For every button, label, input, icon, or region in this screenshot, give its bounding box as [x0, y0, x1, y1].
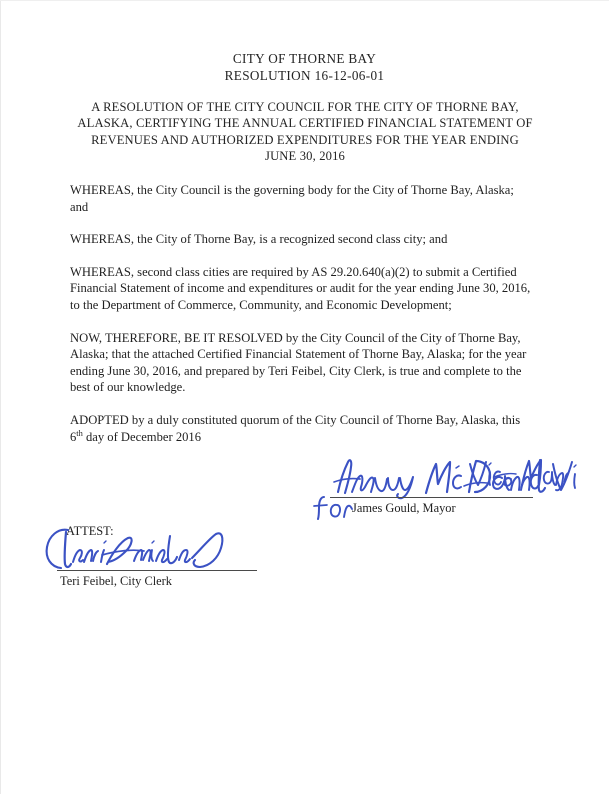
adopted-clause	[70, 412, 535, 445]
scan-edge-top	[0, 0, 609, 1]
scan-edge-left	[0, 0, 1, 794]
organization-name: CITY OF THORNE BAY	[232, 51, 377, 66]
subject-line-3: REVENUES AND AUTHORIZED EXPENDITURES FOR THE YEAR ENDING	[91, 132, 519, 147]
clerk-signature-line	[57, 570, 257, 571]
adopted-text-before: ADOPTED by a duly constituted quorum of the City Council of Thorne Bay, Alaska, this 6	[70, 412, 521, 444]
document-title-block	[0, 50, 609, 84]
mayor-signature-line	[330, 497, 533, 498]
subject-line-1: A RESOLUTION OF THE CITY COUNCIL FOR THE CITY OF THORNE BAY,	[91, 100, 519, 114]
clerk-signature-caption: Teri Feibel, City Clerk	[60, 574, 173, 588]
document-body	[70, 182, 535, 460]
whereas-clause-1: WHEREAS, the City Council is the governing body for the City of Thorne Bay, Alaska; and	[70, 183, 514, 214]
adopted-ordinal-suffix: th	[76, 428, 83, 438]
adopted-text-after: day of December 2016	[82, 429, 202, 444]
resolved-clause: NOW, THEREFORE, BE IT RESOLVED by the City Council of the City of Thorne Bay, Alaska; that the attached Certified Financial Statement of Thorne Bay, Alaska; for the year ending June 30, 2016, and prepared by Teri Feibel, City Clerk, is true and complete to the best of our knowledge.	[70, 330, 527, 395]
subject-line-2: ALASKA, CERTIFYING THE ANNUAL CERTIFIED FINANCIAL STATEMENT OF	[77, 116, 533, 131]
resolution-number: RESOLUTION 16-12-06-01	[224, 68, 385, 83]
whereas-clause-3: WHEREAS, second class cities are required by AS 29.20.640(a)(2) to submit a Certified Financial Statement of income and expenditures or audit for the year ending June 30, 2016, to the Department of Commerce, Community, and Economic Development;	[70, 264, 531, 312]
mayor-signature-caption: James Gould, Mayor	[352, 501, 456, 515]
attest-label: ATTEST:	[66, 524, 114, 538]
subject-line-4: JUNE 30, 2016	[265, 149, 345, 164]
resolution-subject	[72, 99, 538, 165]
whereas-clause-2: WHEREAS, the City of Thorne Bay, is a recognized second class city; and	[70, 232, 448, 247]
